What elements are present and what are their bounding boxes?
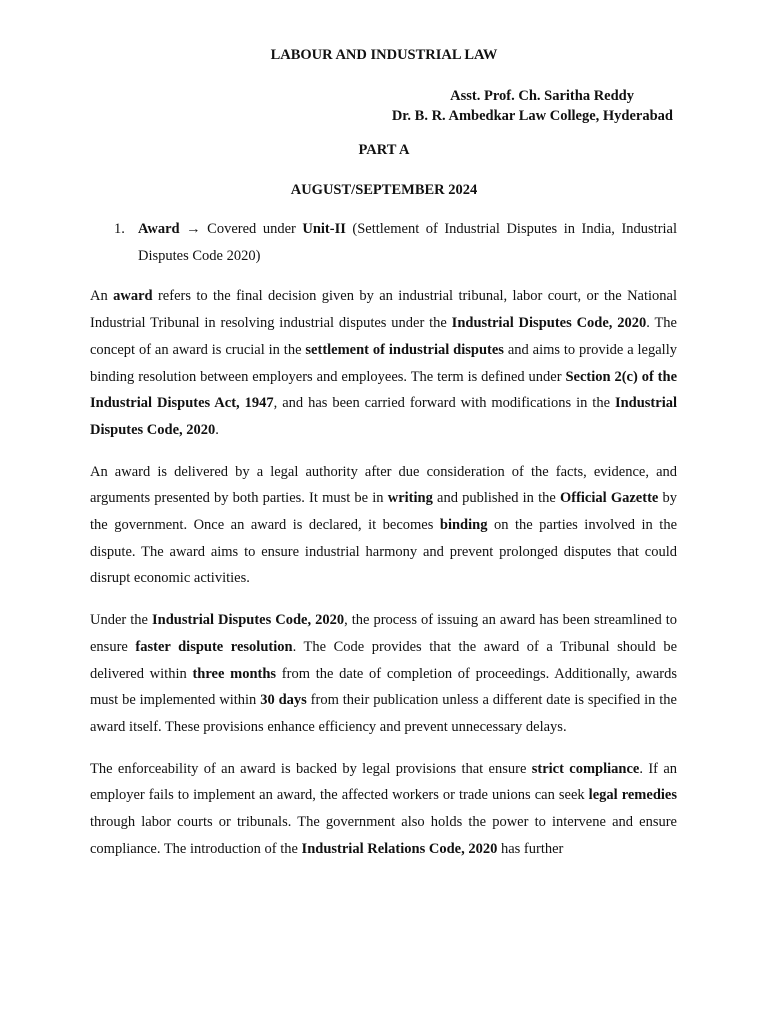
text-run: . If an employer fails to implement an award, the affected workers or trade unions can seek	[90, 760, 678, 804]
bold-text: binding	[439, 517, 488, 534]
question-term: Award	[138, 221, 180, 237]
bold-text: award	[113, 288, 153, 305]
body-paragraph	[90, 459, 677, 593]
text-run: and aims to provide a legally binding resolution between employers and employees. The term is defined under	[90, 341, 677, 385]
bold-text: three months	[192, 665, 277, 682]
question-text	[138, 216, 677, 269]
session-heading: AUGUST/SEPTEMBER 2024	[290, 182, 478, 198]
text-run: from their publication unless a different date is specified in the award itself. These provisions enhance efficiency and prevent unnecessary delays.	[90, 692, 677, 735]
question-number: 1.	[114, 221, 125, 237]
question-unit: Unit-II	[302, 221, 346, 237]
body-paragraph	[90, 607, 677, 741]
text-run: . The concept of an award is crucial in the	[90, 315, 677, 358]
question-covered: Covered under	[200, 221, 303, 237]
document-body	[90, 216, 677, 877]
text-run: , the process of issuing an award has been streamlined to ensure	[90, 612, 677, 655]
text-run: The enforceability of an award is backed by legal provisions that ensure	[90, 760, 532, 777]
text-run: through labor courts or tribunals. The government also holds the power to intervene and ensure compliance. The introduction of the	[90, 814, 677, 857]
text-run: An	[90, 288, 114, 305]
text-run: An award is delivered by a legal authority after due consideration of the facts, evidence, and arguments presented by both parties. It must be in	[90, 463, 677, 507]
question-item	[90, 216, 677, 269]
bold-text: Industrial Disputes Code, 2020	[90, 395, 678, 438]
bold-text: settlement of industrial disputes	[305, 341, 504, 358]
text-run: on the parties involved in the dispute. The award aims to ensure industrial harmony and prevent prolonged disputes that could disrupt economic activities.	[90, 517, 678, 587]
bold-text: strict compliance	[531, 760, 640, 777]
bold-text: Industrial Disputes Code, 2020	[451, 315, 647, 332]
text-run: and published in the	[432, 490, 560, 507]
bold-text: writing	[387, 490, 433, 507]
bold-text: Industrial Relations Code, 2020	[301, 840, 498, 857]
part-heading: PART A	[358, 142, 410, 158]
author-college: Dr. B. R. Ambedkar Law College, Hyderabad	[391, 108, 673, 124]
bold-text: legal remedies	[588, 787, 677, 804]
paragraph-list	[90, 283, 677, 862]
bold-text: 30 days	[260, 692, 307, 709]
bold-text: Official Gazette	[559, 490, 659, 507]
text-run: Under the	[90, 612, 152, 629]
bold-text: Industrial Disputes Code, 2020	[151, 612, 345, 629]
bold-text: faster dispute resolution	[135, 638, 293, 655]
arrow-glyph: →	[186, 221, 201, 237]
body-paragraph	[90, 283, 677, 443]
text-run: has further	[497, 840, 564, 857]
text-run: from the date of completion of proceedings. Additionally, awards must be implemented within	[90, 665, 678, 709]
bold-text: Section 2(c) of the Industrial Disputes Act, 1947	[90, 368, 677, 412]
question-rest: (Settlement of Industrial Disputes in India, Industrial Disputes Code 2020)	[138, 221, 678, 264]
body-paragraph	[90, 756, 677, 863]
text-run: refers to the final decision given by an industrial tribunal, labor court, or the National Industrial Tribunal in resolving industrial disputes under the	[90, 288, 677, 332]
author-name: Asst. Prof. Ch. Saritha Reddy	[450, 88, 634, 104]
text-run: .	[215, 421, 219, 438]
text-run: , and has been carried forward with modifications in the	[273, 395, 615, 412]
text-run: . The Code provides that the award of a Tribunal should be delivered within	[90, 638, 678, 682]
text-run: by the government. Once an award is declared, it becomes	[90, 490, 678, 534]
document-title: LABOUR AND INDUSTRIAL LAW	[270, 47, 498, 63]
